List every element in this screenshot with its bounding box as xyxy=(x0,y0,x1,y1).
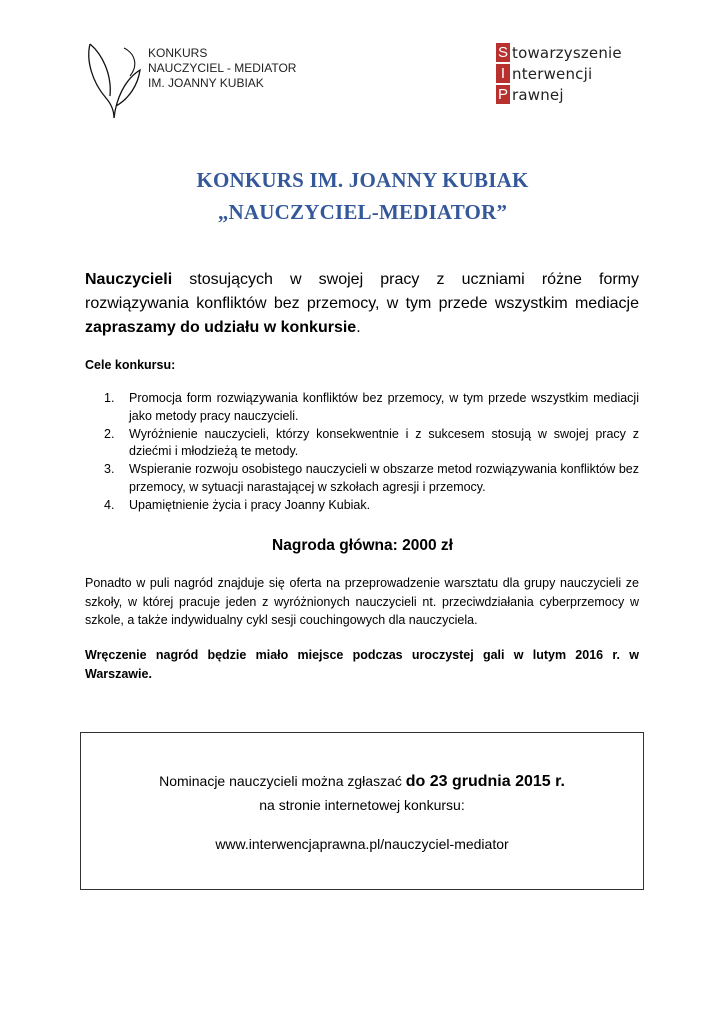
sip-logo-letter: P xyxy=(497,86,508,103)
sip-logo-word: rawnej xyxy=(512,85,564,104)
goal-text: Promocja form rozwiązywania konfliktów bez przemocy, w tym przede wszystkim mediacji jako metody pracy nauczycieli. xyxy=(129,391,639,423)
goal-item xyxy=(104,426,639,462)
nomination-text: Nominacje nauczycieli można zgłaszać xyxy=(159,773,406,789)
goals-heading: Cele konkursu: xyxy=(85,358,176,372)
sip-organization-logo xyxy=(496,42,622,105)
intro-end: . xyxy=(356,319,361,336)
goal-item xyxy=(104,497,639,515)
goal-item xyxy=(104,390,639,426)
sip-logo-row xyxy=(496,84,622,105)
contest-line-1: KONKURS xyxy=(148,46,208,60)
goal-number: 3. xyxy=(104,462,115,477)
intro-bold-lead: Nauczycieli xyxy=(85,271,173,288)
contest-url-link[interactable]: www.interwencjaprawna.pl/nauczyciel-mediator xyxy=(215,836,509,852)
document-title xyxy=(0,164,725,228)
nomination-line-2: na stronie internetowej konkursu: xyxy=(259,797,465,813)
nomination-line-1 xyxy=(81,773,643,791)
intro-text: stosujących w swojej pracy z uczniami różne formy rozwiązywania konfliktów bez przemocy, w tym przede wszystkim mediacje xyxy=(85,271,639,312)
contest-name-block xyxy=(148,46,296,91)
main-prize: Nagroda główna: 2000 zł xyxy=(272,537,453,554)
goal-item xyxy=(104,461,639,497)
sip-logo-word: towarzyszenie xyxy=(512,43,622,62)
sip-logo-word: nterwencji xyxy=(512,64,593,83)
contest-line-2: NAUCZYCIEL - MEDIATOR xyxy=(148,61,297,75)
sip-logo-row xyxy=(496,42,622,63)
additional-prizes-paragraph: Ponadto w puli nagród znajduje się oferta na przeprowadzenie warsztatu dla grupy nauczycieli ze szkoły, w której pracuje jeden z wyróżnionych nauczycieli nt. przeciwdziałania cyberprzemocy w szkole, a także indywidualny cykl sesji couchingowych dla nauczyciela. xyxy=(85,576,639,627)
goal-number: 1. xyxy=(104,391,115,405)
intro-paragraph xyxy=(85,268,639,340)
nomination-deadline: do 23 grudnia 2015 r. xyxy=(405,773,565,790)
sip-logo-row xyxy=(496,63,622,84)
goal-text: Wyróżnienie nauczycieli, którzy konsekwentnie i z sukcesem stosują w swojej pracy z dziećmi i młodzieżą te metody. xyxy=(129,426,639,459)
contest-line-3: IM. JOANNY KUBIAK xyxy=(148,76,264,90)
goal-text: Wspieranie rozwoju osobistego nauczycieli w obszarze metod rozwiązywania konfliktów bez przemocy, w sytuacji narastającej w szkołach agresji i przemocy. xyxy=(129,462,639,494)
title-line-2: „NAUCZYCIEL-MEDIATOR” xyxy=(217,200,508,224)
goal-text: Upamiętnienie życia i pracy Joanny Kubiak. xyxy=(129,497,371,512)
nomination-box xyxy=(80,732,644,890)
gala-announcement: Wręczenie nagród będzie miało miejsce podczas uroczystej gali w lutym 2016 r. w Warszawie. xyxy=(85,648,639,681)
sip-logo-letter: I xyxy=(496,64,510,83)
intro-invitation: zapraszamy do udziału w konkursie xyxy=(85,319,357,336)
goals-list xyxy=(104,390,639,515)
sip-logo-letter: S xyxy=(497,44,508,61)
goal-number: 4. xyxy=(104,497,115,512)
title-line-1: KONKURS IM. JOANNY KUBIAK xyxy=(196,168,529,192)
goal-number: 2. xyxy=(104,426,115,441)
leaf-outline-logo-icon xyxy=(84,40,144,120)
